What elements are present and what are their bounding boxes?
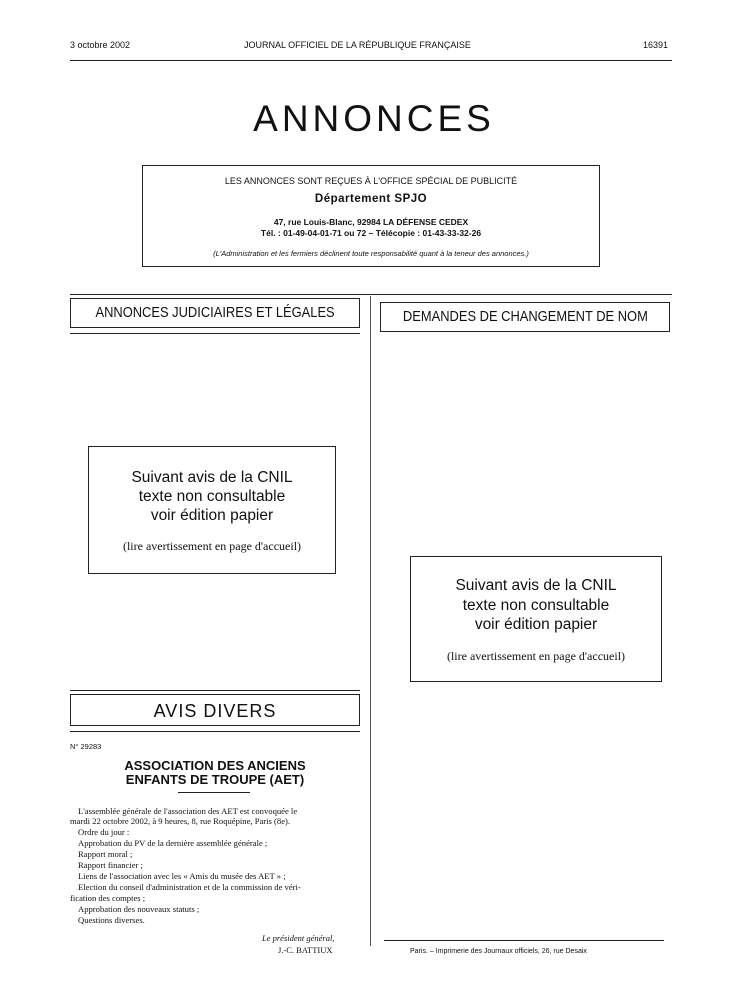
section-underline-left bbox=[70, 333, 360, 334]
section-header-judiciaires bbox=[70, 298, 360, 328]
notice-line: LES ANNONCES SONT REÇUES À L'OFFICE SPÉCIAL DE PUBLICITÉ bbox=[224, 176, 518, 186]
cnil-line: voir édition papier bbox=[150, 507, 274, 524]
announcement-title-line: ENFANTS DE TROUPE (AET) bbox=[125, 772, 305, 787]
header-page-number: 16391 bbox=[643, 40, 669, 50]
body-line: Rapport moral ; bbox=[78, 849, 133, 859]
section-header-label: DEMANDES DE CHANGEMENT DE NOM bbox=[402, 308, 648, 325]
body-line: Approbation des nouveaux statuts ; bbox=[78, 904, 200, 914]
body-line: Ordre du jour : bbox=[78, 827, 130, 837]
body-line: Liens de l'association avec les « Amis du musée des AET » ; bbox=[78, 871, 286, 881]
column-divider bbox=[370, 296, 371, 946]
columns-top-rule bbox=[70, 294, 672, 295]
cnil-warning: (lire avertissement en page d'accueil) bbox=[446, 649, 626, 663]
header-journal-title: JOURNAL OFFICIEL DE LA RÉPUBLIQUE FRANÇAISE bbox=[244, 40, 471, 50]
cnil-notice-box-left bbox=[88, 446, 336, 574]
notice-address: 47, rue Louis-Blanc, 92984 LA DÉFENSE CEDEX bbox=[273, 217, 469, 227]
body-line: fication des comptes ; bbox=[70, 893, 146, 903]
cnil-line: Suivant avis de la CNIL bbox=[455, 577, 617, 594]
body-line: Questions diverses. bbox=[78, 915, 145, 925]
section-header-avis-divers: AVIS DIVERS bbox=[70, 694, 360, 726]
signature-role: Le président général, bbox=[262, 933, 335, 943]
header-date: 3 octobre 2002 bbox=[70, 40, 131, 50]
footer-rule bbox=[384, 940, 664, 941]
announcement-number: N° 29283 bbox=[70, 742, 102, 751]
avis-bottom-rule bbox=[70, 731, 360, 732]
section-header-label: ANNONCES JUDICIAIRES ET LÉGALES bbox=[95, 304, 335, 321]
cnil-line: texte non consultable bbox=[138, 488, 286, 505]
body-line: L'assemblée générale de l'association des AET est convoquée le bbox=[78, 806, 298, 816]
body-line: Approbation du PV de la dernière assemblée générale ; bbox=[78, 838, 268, 848]
cnil-line: Suivant avis de la CNIL bbox=[131, 469, 293, 486]
page-title: ANNONCES bbox=[253, 98, 495, 139]
announcement-title-line: ASSOCIATION DES ANCIENS bbox=[124, 758, 306, 773]
notice-phone: Tél. : 01-49-04-01-71 ou 72 – Télécopie : 01-43-33-32-26 bbox=[260, 228, 482, 238]
cnil-line: voir édition papier bbox=[474, 616, 598, 633]
notice-department: Département SPJO bbox=[314, 193, 428, 205]
title-separator bbox=[178, 792, 250, 793]
printer-footer: Paris. – Imprimerie des Journaux officiels, 26, rue Desaix bbox=[410, 948, 587, 955]
header-rule bbox=[70, 60, 672, 61]
section-header-changement-nom bbox=[380, 302, 670, 332]
avis-top-rule bbox=[70, 690, 360, 691]
body-line: Election du conseil d'administration et de la commission de véri- bbox=[78, 882, 301, 892]
body-line: Rapport financier ; bbox=[78, 860, 143, 870]
notice-disclaimer: (L'Administration et les fermiers déclinent toute responsabilité quant à la teneur des annonces.) bbox=[213, 249, 529, 258]
signature-name: J.-C. BATTIUX bbox=[278, 945, 333, 955]
cnil-notice-box-right bbox=[410, 556, 662, 682]
cnil-warning: (lire avertissement en page d'accueil) bbox=[122, 539, 302, 553]
cnil-line: texte non consultable bbox=[462, 597, 610, 614]
publicity-notice-box bbox=[142, 165, 600, 267]
body-line: mardi 22 octobre 2002, à 9 heures, 8, rue Roquépine, Paris (8e). bbox=[70, 816, 291, 826]
